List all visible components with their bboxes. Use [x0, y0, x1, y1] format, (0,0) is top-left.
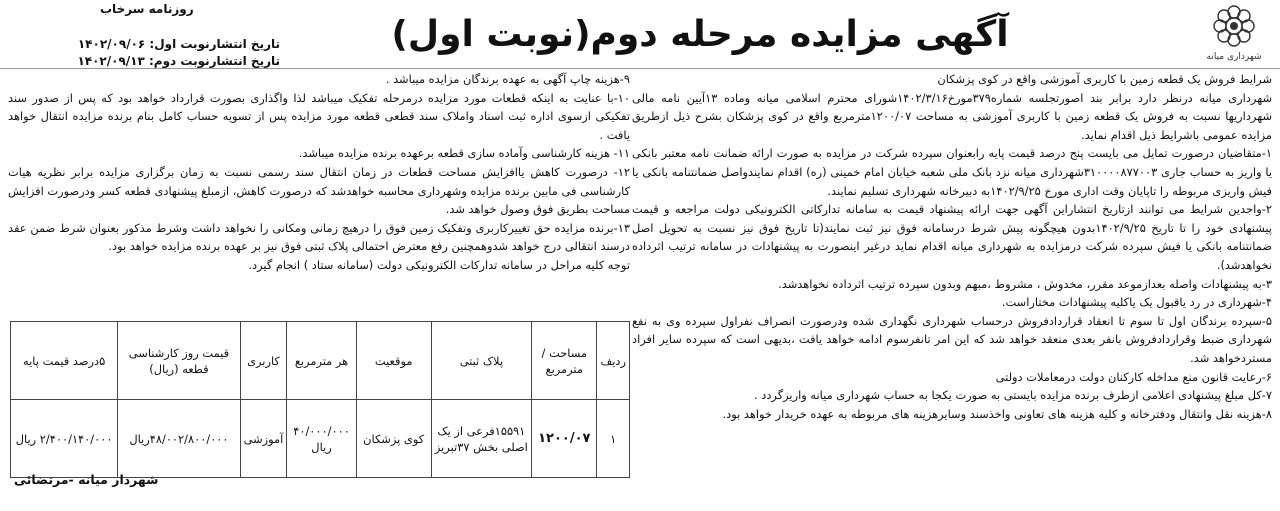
second-publication-date: تاریخ انتشارنوبت دوم: ۱۴۰۲/۰۹/۱۳: [77, 54, 280, 68]
condition-item: ۹-هزینه چاپ آگهی به عهده برندگان مزایده میباشد .: [385, 72, 630, 86]
col-header-area: مساحت / مترمربع: [532, 322, 597, 400]
condition-item: ۱-متقاضیان درصورت تمایل می بایست پنج درصد قیمت پایه رابعنوان سپرده شرکت در مزایده به صورت ارائه ضمانت نامه معتبر بانکی یا واریز به حساب جاری ۳۱۰۰۰۰۸۷۷۰۰۳شهرداری میانه نزد بانک ملی شعبه خیابان امام خمینی (ره) اقدام نمایندواصل ضمانتنامه بانکی یا فیش واریزی مربوطه را تاپایان وقت اداری مورخ ۱۴۰۲/۹/۲۵به دبیرخانه شهرداری تسلیم نمایند.: [632, 146, 1273, 198]
col-header-price-per-meter: هر مترمربع: [287, 322, 356, 400]
cell-location: کوی پزشکان: [356, 400, 431, 478]
condition-item: ۱۲- درصورت کاهش یاافزایش مساحت قطعات در زمان انتقال سند رسمی نسبت به زمان برگزاری مزایده برابر نظریه هیات کارشناسی فی مابین برنده مزایده وشهرداری محاسبه خواهدشد که درصورت کاهش، ازمبلغ پیشنهادی قطعه کسر ودرصورت افزایش مساحت بطریق فوق وصول خواهد شد.: [8, 164, 630, 217]
table-row: [11, 400, 630, 478]
conditions-heading: شرایط فروش یک قطعه زمین با کاربری آموزشی واقع در کوی پزشکان: [937, 72, 1272, 86]
conditions-column-right: [632, 70, 1272, 510]
cell-price-per-meter: ۴۰/۰۰۰/۰۰۰ ریال: [287, 400, 356, 478]
mayor-signature: شهردار میانه -مرتضائی: [14, 472, 159, 487]
condition-item: ۵-سپرده برندگان اول تا سوم تا انعقاد قراردادفروش درحساب شهرداری نگهداری شده ودرصورت انصراف نفراول سپرده وی به نفع شهرداری ضبط وقراردادفروش بانفر بعدی منعقد خواهد شد که این امر تانفرسوم ادامه خواهد یافت ،بدیهی است که سپرده سایر افراد مستردخواهد شد.: [632, 313, 1272, 365]
cell-expert-price: ۴۸/۰۰۲/۸۰۰/۰۰۰ریال: [118, 400, 240, 478]
condition-item: ۱۱- هزینه کارشناسی وآماده سازی قطعه برعهده برنده مزایده میباشد.: [298, 146, 630, 161]
col-header-location: موقعیت: [356, 322, 431, 400]
first-publication-date: تاریخ انتشارنوبت اول: ۱۴۰۲/۰۹/۰۶: [77, 37, 280, 51]
page-title: آگهی مزایده مرحله دوم(نوبت اول): [391, 14, 1009, 55]
cell-row-number: ۱: [597, 400, 630, 478]
condition-item: ۷-کل مبلغ پیشنهادی اعلامی ازطرف برنده مزایده بایستی به صورت یکجا به حساب شهرداری میانه واریزگردد .: [754, 388, 1272, 403]
condition-item: ۱۳-برنده مزایده حق تغییرکاربری وتفکیک زمین فوق را درهیچ زمانی ومکانی را نخواهد داشت وشرط مذکور بعنوان شرط ضمن عقد درسند انتقالی درج خواهد شدوهمچنین رفع معترض احتمالی پلاک ثبتی فوق نیز بر عهده برنده مزایده خواهد بود.: [8, 220, 630, 254]
cell-deposit: ۲/۴۰۰/۱۴۰/۰۰۰ ریال: [11, 400, 118, 478]
cell-plate: ۱۵۵۹۱فرعی از یک اصلی بخش ۳۷تبریز: [431, 400, 531, 478]
table-header-row: [11, 322, 630, 400]
lots-table: [10, 321, 630, 478]
municipality-emblem-icon: [1208, 0, 1260, 52]
condition-item: ۳-به پیشنهادات واصله بعدازموعد مقرر، مخدوش ، مشروط ،مبهم وبدون سپرده ترتیب اثرداده نخواهدشد.: [778, 276, 1272, 291]
cell-usage: آموزشی: [240, 400, 287, 478]
newspaper-name: روزنامه سرخاب: [100, 2, 194, 16]
condition-item: ۶-رعایت قانون منع مداخله کارکنان دولت درمعاملات دولتی: [995, 369, 1272, 384]
municipality-logo: [1198, 0, 1270, 68]
header-divider: [0, 68, 1280, 69]
col-header-usage: کاربری: [240, 322, 287, 400]
ad-header: [0, 0, 1280, 70]
note-line: توجه کلیه مراحل در سامانه تدارکات الکترونیکی دولت (سامانه ستاد ) انجام گیرد.: [248, 257, 630, 272]
condition-item: ۱۰-با عنایت به اینکه قطعات مورد مزایده درمرحله تفکیک میباشد لذا واگذاری بصورت قرارداد خواهد بود که پس از صدور سند تفکیکی ازسوی اداره ثبت اسناد واملاک سند قطعی قطعه مورد مزایده پس از تسویه حساب کامل بنام برنده مزایده انتقال خواهد یافت .: [8, 90, 630, 142]
col-header-row-number: ردیف: [597, 322, 630, 400]
col-header-deposit: ۵درصد قیمت پایه: [11, 322, 118, 400]
condition-item: ۸-هزینه نقل وانتقال ودفترخانه و کلیه هزینه های تعاونی واخذسند وسایرهزینه های مربوطه به عهده خریدار خواهد بود.: [722, 406, 1272, 421]
condition-item: ۴-شهرداری در رد یاقبول یک یاکلیه پیشنهادات مختاراست.: [1001, 295, 1272, 310]
conditions-intro: شهرداری میانه درنظر دارد برابر بند اصورتجلسه شماره۳۷۹مورخ۱۴۰۲/۳/۱۶شورای محترم اسلامی میانه وماده ۱۳آیین نامه مالی شهرداریها نسبت به فروش یک قطعه زمین با کاربری آموزشی به مساحت ۱۲۰۰/۰۷مترمربع واقع در کوی پزشکان بشرح ذیل ازطریق مزایده عمومی باشرایط ذیل اقدام نماید.: [632, 90, 1272, 142]
publication-dates: [40, 36, 280, 70]
col-header-plate: پلاک ثبتی: [431, 322, 531, 400]
condition-item: ۲-واجدین شرایط می توانند ازتاریخ انتشاراین آگهی جهت ارائه پیشنهاد قیمت به سامانه تدارکاتی الکترونیکی دولت مراجعه و قیمت پیشنهادی خود را تا تاریخ ۱۴۰۲/۹/۲۵بدون هیچگونه پیش شرط درسامانه فوق نیز ثبت نمایند(تا تاریخ فوق نیز نسبت به تحویل اصل ضمانتنامه بانکی یا فیش سپرده شرکت درمزایده به شهرداری میانه اقدام نماید درغیر اینصورت به پیشنهادات در سامانه ترتیب اثرداده نخواهدشد).: [632, 202, 1272, 272]
col-header-expert-price: قیمت روز کارشناسی قطعه (ریال): [118, 322, 240, 400]
logo-caption: شهرداری میانه: [1206, 52, 1262, 62]
cell-area: ۱۲۰۰/۰۷: [532, 400, 597, 478]
